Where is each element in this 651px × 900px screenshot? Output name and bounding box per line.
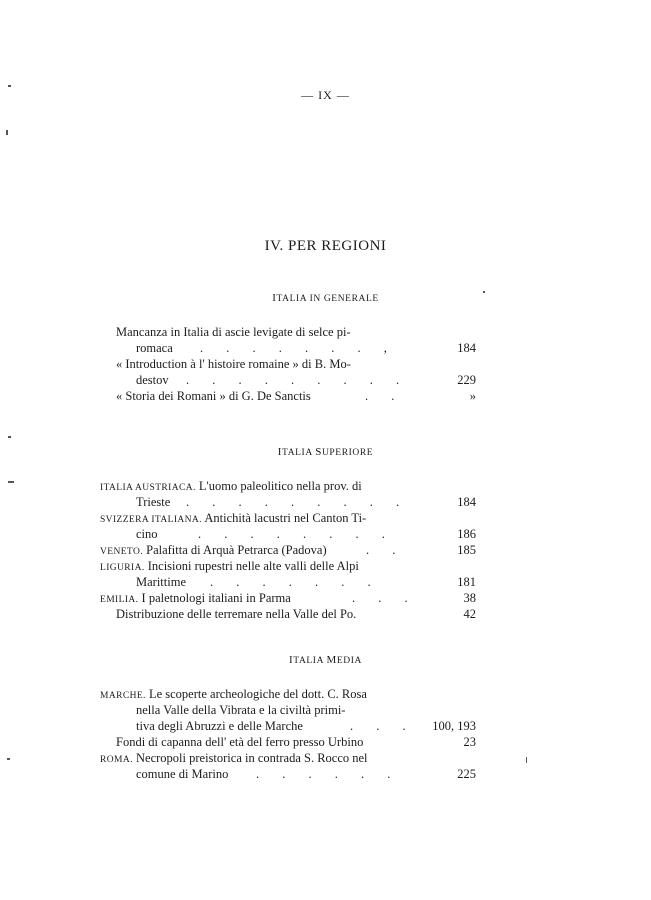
section-heading-italia-generale [0, 292, 651, 304]
entry-text: Le scoperte archeologiche del dott. C. Rosa [148, 687, 367, 701]
scan-speck [8, 85, 11, 87]
entry-text: Incisioni rupestri nelle alte valli delle Alpi [147, 559, 359, 573]
entry-text: Antichità lacustri nel Canton Ti- [204, 511, 367, 525]
heading-initial: M [326, 654, 337, 666]
heading-rest: TALIA [282, 448, 316, 458]
entry-line: Mancanza in Italia di ascie levigate di selce pi- [116, 325, 351, 339]
leader-dots: . . . . . . . . [198, 527, 395, 541]
page-ref: 23 [463, 735, 476, 749]
entry-line [136, 718, 416, 734]
page-number: — IX — [301, 88, 350, 102]
region-label: ROMA. [100, 755, 133, 765]
entry-line [136, 574, 381, 590]
entry-text: Palafitta di Arquà Petrarca (Padova) [146, 543, 327, 557]
entry-line: nella Valle della Vibrata e la civiltà primi- [136, 703, 346, 717]
page-ref: 100, 193 [432, 719, 476, 733]
page-ref: 184 [457, 341, 476, 355]
page-ref: 181 [457, 575, 476, 589]
entry-line [136, 372, 410, 388]
entry-continuation: destov [136, 373, 169, 387]
leader-dots: . . . . . . . . . [186, 373, 410, 387]
entry-continuation: tiva degli Abruzzi e delle Marche [136, 719, 303, 733]
leader-dots: . . [366, 543, 406, 557]
scan-speck [8, 481, 14, 483]
entry-continuation: Marittime [136, 575, 186, 589]
region-label: MARCHE. [100, 691, 146, 701]
scan-speck [526, 757, 527, 763]
heading-rest: UPERIORE [321, 448, 374, 458]
region-label: ITALIA AUSTRIACA. [100, 483, 196, 493]
page-ref: 225 [457, 767, 476, 781]
leader-dots: . . . . . . . [210, 575, 381, 589]
entry-text: Necropoli preistorica in contrada S. Rocco nel [136, 751, 368, 765]
heading-rest: TALIA IN GENERALE [276, 294, 379, 304]
entry-line: Fondi di capanna dell' età del ferro presso Urbino [116, 735, 364, 749]
heading-initial: I [289, 654, 294, 666]
entry-line: Distribuzione delle terremare nella Valle del Po. [116, 607, 357, 621]
section-heading-italia-superiore [0, 446, 651, 458]
scan-speck [7, 758, 10, 760]
region-label: SVIZZERA ITALIANA. [100, 515, 202, 525]
entry-line [116, 388, 405, 404]
entry-text: « Storia dei Romani » di G. De Sanctis [116, 389, 311, 403]
section-title: IV. PER REGIONI [264, 238, 387, 254]
section-heading-italia-media [0, 654, 651, 666]
entry-continuation: Trieste [136, 495, 171, 509]
entry-continuation: comune di Marino [136, 767, 229, 781]
scan-speck [8, 436, 11, 438]
heading-rest: TALIA [293, 656, 327, 666]
region-label: VENETO. [100, 547, 143, 557]
page-ref: 42 [463, 607, 476, 621]
entry-continuation: romaca [136, 341, 173, 355]
leader-dots: . . . [352, 591, 418, 605]
heading-initial: I [272, 292, 277, 304]
heading-initial: S [315, 446, 322, 458]
leader-dots: . . . . . . . . . [186, 495, 410, 509]
entry-text: L'uomo paleolitico nella prov. di [198, 479, 362, 493]
heading-rest: EDIA [336, 656, 362, 666]
leader-dots: . . . [350, 719, 416, 733]
page-ref: 184 [457, 495, 476, 509]
leader-dots: . . . . . . [256, 767, 401, 781]
region-label: LIGURIA. [100, 563, 145, 573]
leader-dots: . . [365, 389, 405, 403]
page-ref: 38 [463, 591, 476, 605]
scan-speck [483, 291, 485, 293]
heading-initial: I [277, 446, 283, 458]
page-ref: 229 [457, 373, 476, 387]
entry-line [136, 494, 410, 510]
leader-dots: . . . . . . . , [200, 341, 397, 355]
page-ref: 186 [457, 527, 476, 541]
page-ref: 185 [457, 543, 476, 557]
entry-line [136, 766, 401, 782]
entry-continuation: cino [136, 527, 158, 541]
scan-speck [6, 130, 8, 135]
region-label: EMILIA. [100, 595, 139, 605]
page-ref: » [469, 389, 476, 403]
entry-line: « Introduction à l' histoire romaine » di B. Mo- [116, 357, 351, 371]
entry-line [136, 526, 395, 542]
entry-line [136, 340, 397, 356]
entry-text: I paletnologi italiani in Parma [141, 591, 291, 605]
